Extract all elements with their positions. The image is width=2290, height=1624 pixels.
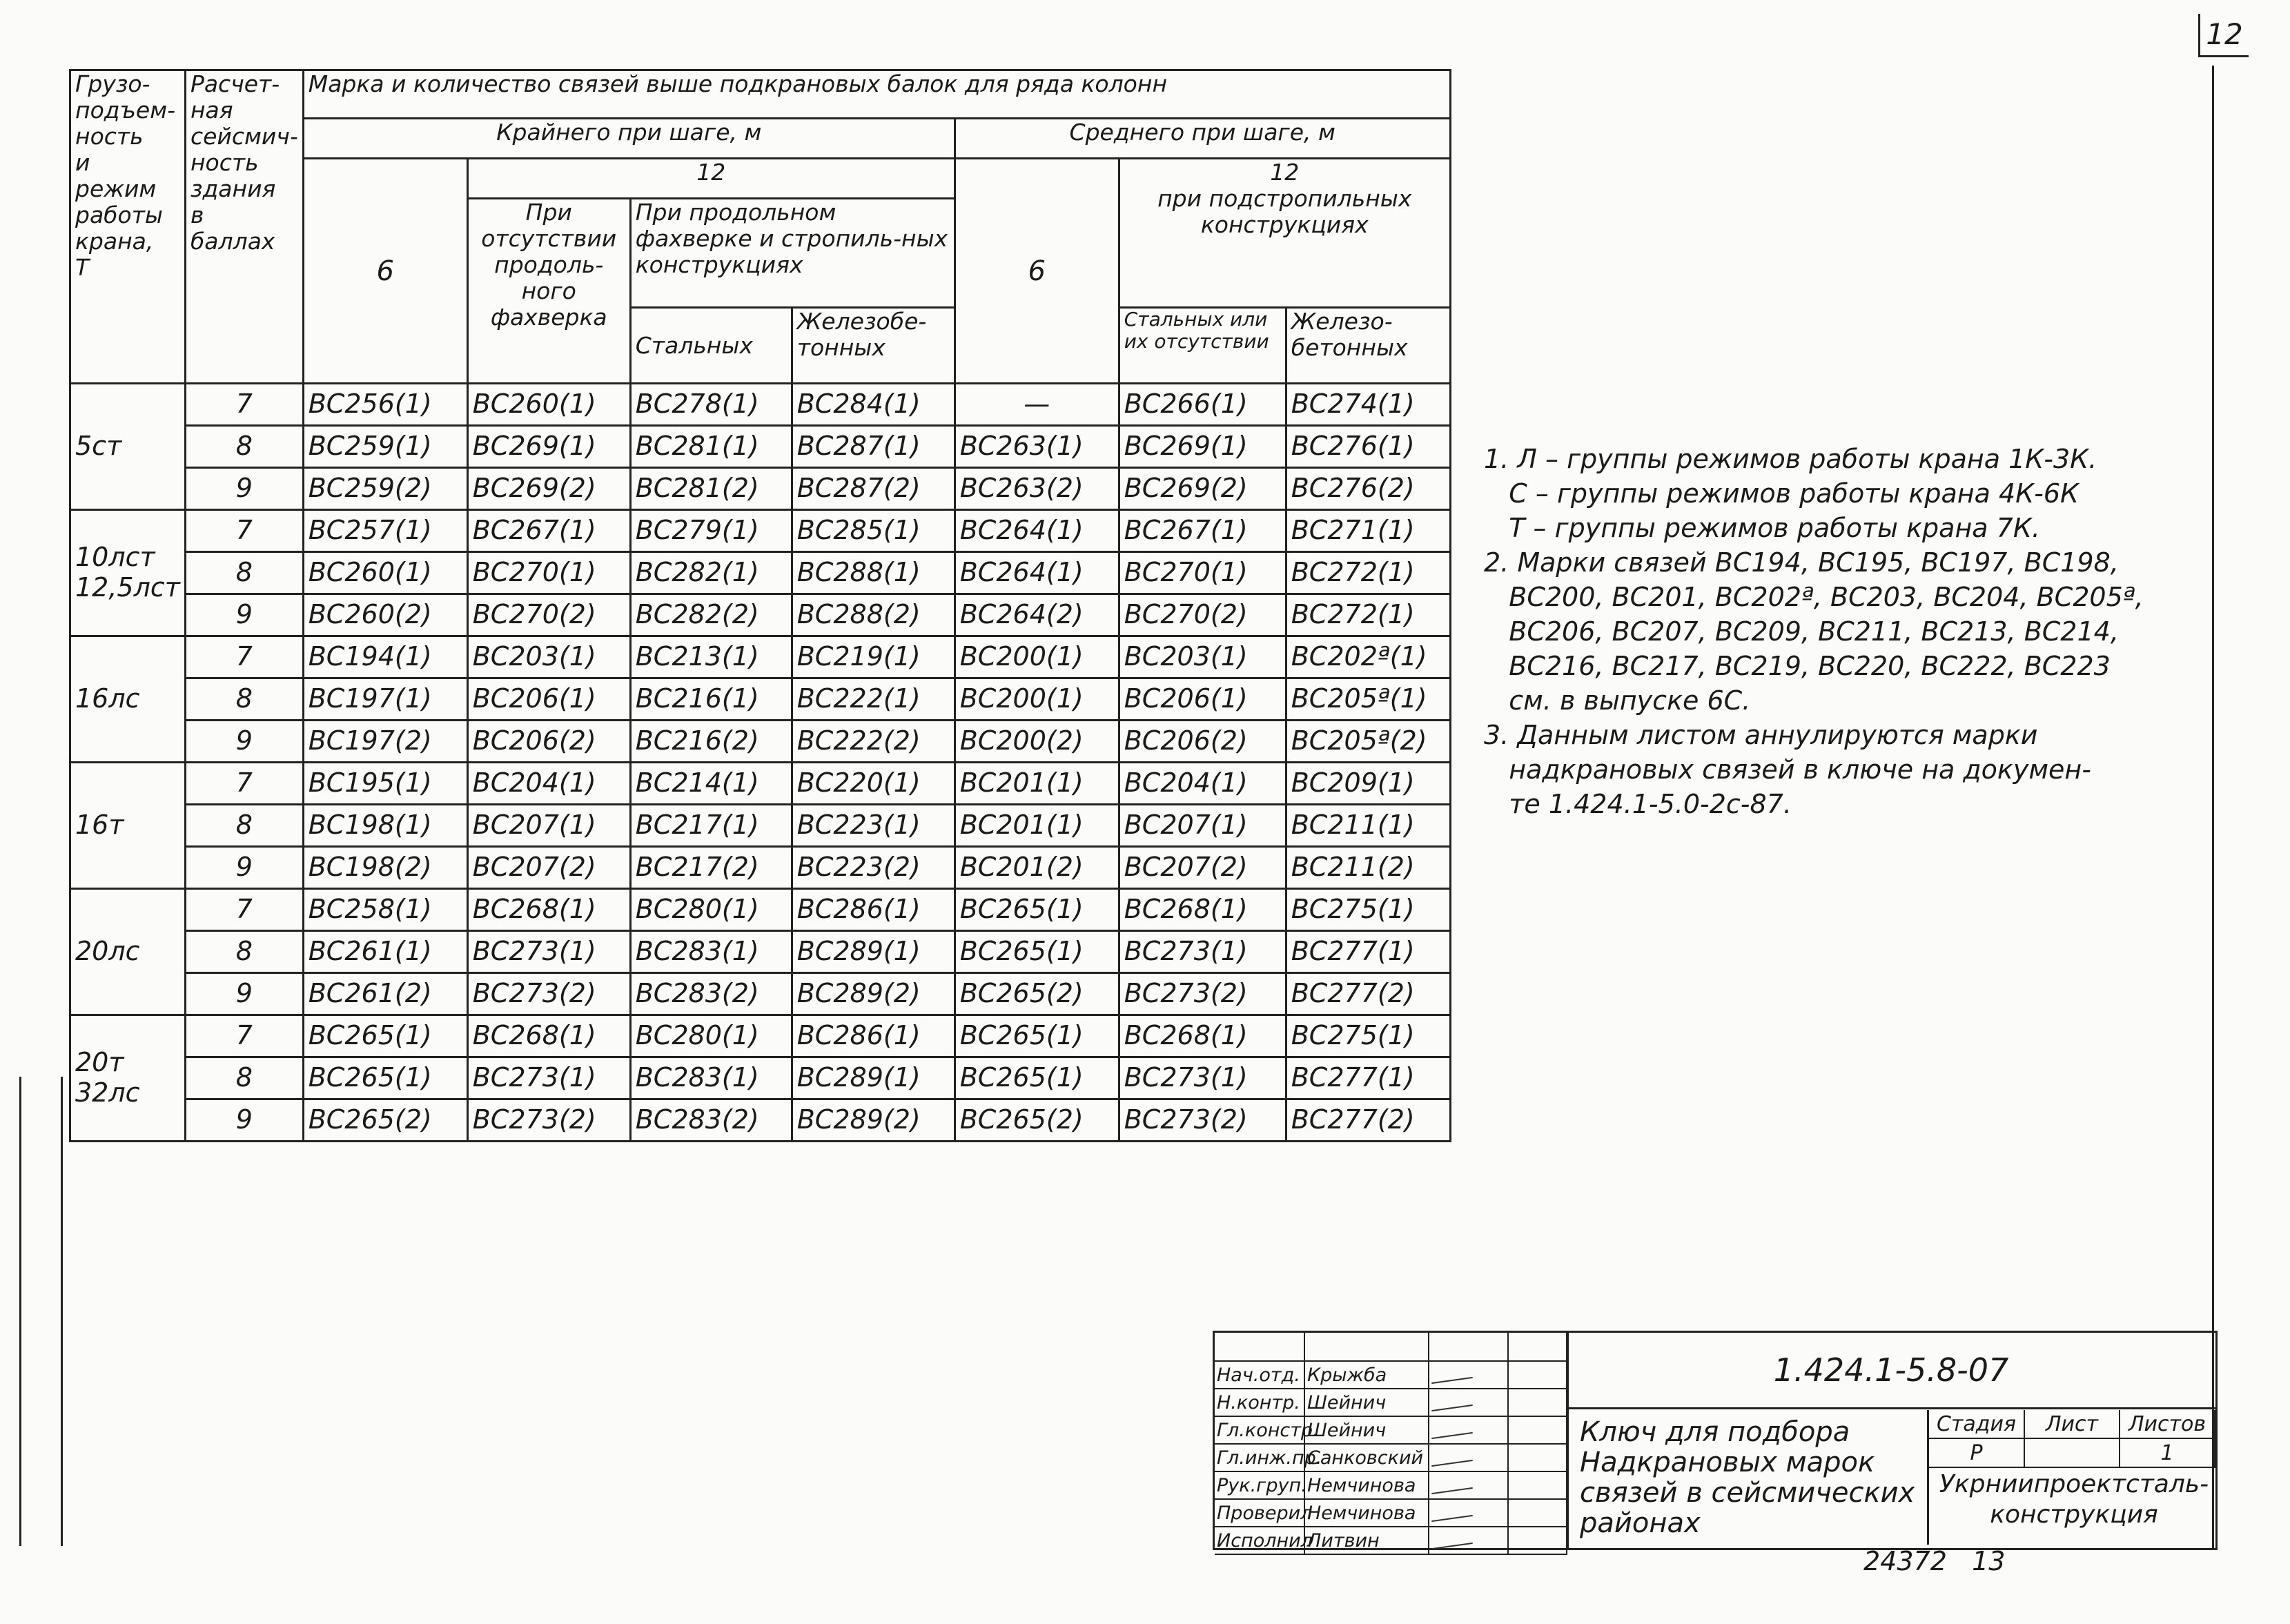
signature-rows [1215, 1333, 1567, 1555]
note-line: ВС206, ВС207, ВС209, ВС211, ВС213, ВС214, [1484, 616, 2119, 647]
brace-mark-cell: ВС275(1) [1286, 1015, 1450, 1057]
header-mid-12-number: 12 [1270, 159, 1300, 186]
brace-mark-cell: ВС197(2) [303, 721, 467, 763]
binding-margin-line [19, 1077, 21, 1546]
brace-mark-cell: ВС256(1) [303, 384, 467, 426]
signature-name: Немчинова [1304, 1499, 1429, 1527]
header-edge-row: Крайнего при шаге, м [303, 119, 955, 159]
seismicity-cell: 9 [185, 973, 303, 1015]
organization: Укрниипроектсталь-конструкция [1939, 1470, 2209, 1529]
signature-mark [1429, 1527, 1508, 1554]
header-load-capacity: Грузо- подъем- ность и режим работы крана, Т [70, 70, 186, 384]
brace-mark-cell: ВС206(1) [1119, 678, 1286, 721]
brace-mark-cell: ВС265(1) [303, 1015, 467, 1057]
seismicity-cell: 7 [185, 889, 303, 931]
brace-mark-cell: ВС213(1) [630, 636, 792, 678]
brace-mark-cell: ВС266(1) [1119, 384, 1286, 426]
handwritten-signature-icon [1431, 1376, 1473, 1383]
brace-mark-cell: ВС207(1) [1119, 805, 1286, 847]
stage-label: Стадия [1929, 1410, 2024, 1438]
brace-mark-cell: ВС263(2) [955, 468, 1119, 510]
brace-mark-cell: ВС279(1) [630, 510, 792, 552]
brace-mark-cell: ВС263(1) [955, 426, 1119, 468]
crane-group-cell: 16лс [70, 636, 186, 763]
brace-mark-cell: ВС271(1) [1286, 510, 1450, 552]
brace-mark-cell: ВС207(2) [1119, 847, 1286, 889]
brace-mark-cell: ВС277(2) [1286, 1099, 1450, 1142]
signature-blank-row [1429, 1333, 1508, 1361]
brace-mark-cell: ВС206(1) [467, 678, 630, 721]
brace-mark-cell: ВС265(1) [955, 1057, 1119, 1099]
brace-mark-cell: ВС269(2) [1119, 468, 1286, 510]
document-code: 1.424.1-5.8-07 [1567, 1333, 2215, 1409]
table-row [70, 384, 1451, 426]
brace-mark-cell: ВС273(2) [1119, 973, 1286, 1015]
brace-mark-cell: ВС259(1) [303, 426, 467, 468]
brace-mark-cell: ВС273(1) [1119, 931, 1286, 973]
header-seismicity: Расчет- ная сейсмич- ность здания в баллах [185, 70, 303, 384]
brace-mark-cell: ВС264(2) [955, 594, 1119, 636]
signature-name: Санковский [1304, 1444, 1429, 1471]
brace-mark-cell: ВС260(2) [303, 594, 467, 636]
signature-role: Нач.отд. [1215, 1361, 1304, 1389]
crane-group-cell: 16т [70, 763, 186, 889]
brace-mark-cell: ВС287(1) [792, 426, 955, 468]
table-row [70, 763, 1451, 805]
brace-mark-cell: ВС204(1) [467, 763, 630, 805]
signature-mark [1429, 1499, 1508, 1527]
header-no-fachwerk: При отсутствии продоль- ного фахверка [467, 199, 630, 384]
header-edge-12: 12 [467, 159, 955, 199]
brace-mark-cell: ВС261(1) [303, 931, 467, 973]
table-row [70, 1015, 1451, 1057]
brace-mark-cell: ВС259(2) [303, 468, 467, 510]
signature-row [1215, 1444, 1567, 1471]
brace-mark-cell: ВС216(2) [630, 721, 792, 763]
header-sub-trusses: при подстропильных конструкциях [1157, 184, 1412, 238]
signature-row [1215, 1361, 1567, 1389]
signature-date [1508, 1444, 1567, 1471]
brace-mark-cell: ВС223(2) [792, 847, 955, 889]
note-line: Т – группы режимов работы крана 7К. [1484, 513, 2040, 543]
brace-mark-cell: ВС283(2) [630, 973, 792, 1015]
seismicity-cell: 8 [185, 931, 303, 973]
brace-mark-cell: ВС219(1) [792, 636, 955, 678]
brace-mark-cell: — [955, 384, 1119, 426]
table-row [70, 721, 1451, 763]
signature-mark [1429, 1471, 1508, 1499]
note-line: 1. Л – группы режимов работы крана 1К-3К. [1484, 444, 2097, 474]
signature-mark [1429, 1444, 1508, 1471]
header-steel: Стальных [630, 308, 792, 384]
brace-mark-cell: ВС216(1) [630, 678, 792, 721]
brace-mark-cell: ВС280(1) [630, 1015, 792, 1057]
brace-mark-cell: ВС282(1) [630, 552, 792, 594]
signature-role: Гл.инж.пр. [1215, 1444, 1304, 1471]
table-row [70, 805, 1451, 847]
seismicity-cell: 9 [185, 1099, 303, 1142]
brace-mark-cell: ВС280(1) [630, 889, 792, 931]
table-row [70, 510, 1451, 552]
brace-mark-cell: ВС273(2) [467, 1099, 630, 1142]
brace-mark-cell: ВС268(1) [467, 1015, 630, 1057]
bracing-selection-table [69, 69, 1451, 1142]
signature-date [1508, 1361, 1567, 1389]
brace-mark-cell: ВС268(1) [1119, 889, 1286, 931]
brace-mark-cell: ВС204(1) [1119, 763, 1286, 805]
crane-group-cell: 5ст [70, 384, 186, 510]
brace-mark-cell: ВС283(2) [630, 1099, 792, 1142]
note-line: ВС216, ВС217, ВС219, ВС220, ВС222, ВС223 [1484, 651, 2111, 681]
header-edge-6: 6 [303, 159, 467, 384]
header-mid-12 [1119, 159, 1450, 308]
brace-mark-cell: ВС265(2) [955, 973, 1119, 1015]
signature-row [1215, 1416, 1567, 1444]
table-row [70, 889, 1451, 931]
seismicity-cell: 8 [185, 552, 303, 594]
brace-mark-cell: ВС217(1) [630, 805, 792, 847]
brace-mark-cell: ВС201(1) [955, 763, 1119, 805]
sheet-title: Ключ для подбора Надкрановых марок связей в сейсмических районах [1570, 1410, 1929, 1545]
brace-mark-cell: ВС265(1) [955, 1015, 1119, 1057]
brace-mark-cell: ВС195(1) [303, 763, 467, 805]
brace-mark-cell: ВС217(2) [630, 847, 792, 889]
brace-mark-cell: ВС211(1) [1286, 805, 1450, 847]
note-line: 3. Данным листом аннулируются марки [1484, 720, 2038, 750]
signature-table [1215, 1333, 1569, 1552]
brace-mark-cell: ВС286(1) [792, 1015, 955, 1057]
brace-mark-cell: ВС285(1) [792, 510, 955, 552]
signature-name: Шейнич [1304, 1389, 1429, 1416]
header-middle-row: Среднего при шаге, м [955, 119, 1450, 159]
brace-mark-cell: ВС258(1) [303, 889, 467, 931]
table-row [70, 931, 1451, 973]
brace-mark-cell: ВС222(2) [792, 721, 955, 763]
brace-mark-cell: ВС265(2) [303, 1099, 467, 1142]
brace-mark-cell: ВС282(2) [630, 594, 792, 636]
brace-mark-cell: ВС274(1) [1286, 384, 1450, 426]
brace-mark-cell: ВС264(1) [955, 552, 1119, 594]
handwritten-signature-icon [1431, 1487, 1473, 1494]
note-line: те 1.424.1-5.0-2с-87. [1484, 789, 1792, 819]
table-row [70, 847, 1451, 889]
signature-blank-row [1215, 1333, 1304, 1361]
brace-mark-cell: ВС270(2) [467, 594, 630, 636]
brace-mark-cell: ВС272(1) [1286, 552, 1450, 594]
brace-mark-cell: ВС265(1) [955, 889, 1119, 931]
brace-mark-cell: ВС288(2) [792, 594, 955, 636]
handwritten-signature-icon [1431, 1404, 1473, 1411]
header-mid-6: 6 [955, 159, 1119, 384]
brace-mark-cell: ВС277(1) [1286, 931, 1450, 973]
table-row [70, 468, 1451, 510]
brace-mark-cell: ВС269(1) [467, 426, 630, 468]
signature-date [1508, 1471, 1567, 1499]
table-row [70, 552, 1451, 594]
brace-mark-cell: ВС260(1) [303, 552, 467, 594]
brace-mark-cell: ВС200(1) [955, 678, 1119, 721]
brace-mark-cell: ВС273(1) [467, 1057, 630, 1099]
brace-mark-cell: ВС207(2) [467, 847, 630, 889]
bottom-number: 24372 13 [1863, 1546, 2006, 1576]
sheet-value [2024, 1438, 2120, 1467]
brace-mark-cell: ВС201(1) [955, 805, 1119, 847]
brace-mark-cell: ВС270(1) [1119, 552, 1286, 594]
header-with-fachwerk: При продольном фахверке и стропиль-ных конструкциях [630, 199, 955, 308]
page-number: 12 [2198, 14, 2249, 57]
brace-mark-cell: ВС203(1) [1119, 636, 1286, 678]
brace-mark-cell: ВС270(2) [1119, 594, 1286, 636]
handwritten-signature-icon [1431, 1431, 1473, 1438]
brace-mark-cell: ВС220(1) [792, 763, 955, 805]
brace-mark-cell: ВС205ª(2) [1286, 721, 1450, 763]
signature-role: Исполнил [1215, 1527, 1304, 1554]
brace-mark-cell: ВС223(1) [792, 805, 955, 847]
brace-mark-cell: ВС287(2) [792, 468, 955, 510]
seismicity-cell: 9 [185, 721, 303, 763]
table-row [70, 594, 1451, 636]
brace-mark-cell: ВС278(1) [630, 384, 792, 426]
brace-mark-cell: ВС286(1) [792, 889, 955, 931]
signature-name: Крыжба [1304, 1361, 1429, 1389]
brace-mark-cell: ВС198(2) [303, 847, 467, 889]
seismicity-cell: 9 [185, 594, 303, 636]
brace-mark-cell: ВС269(2) [467, 468, 630, 510]
table-row [70, 636, 1451, 678]
handwritten-signature-icon [1431, 1542, 1473, 1549]
brace-mark-cell: ВС198(1) [303, 805, 467, 847]
table-row [70, 426, 1451, 468]
signature-row [1215, 1389, 1567, 1416]
brace-mark-cell: ВС281(2) [630, 468, 792, 510]
signature-blank-row [1508, 1333, 1567, 1361]
signature-mark [1429, 1389, 1508, 1416]
brace-mark-cell: ВС206(2) [467, 721, 630, 763]
table-row [70, 1057, 1451, 1099]
sheets-value: 1 [2120, 1438, 2215, 1467]
brace-mark-cell: ВС273(1) [467, 931, 630, 973]
table-body [70, 384, 1451, 1142]
brace-mark-cell: ВС276(1) [1286, 426, 1450, 468]
brace-mark-cell: ВС265(2) [955, 1099, 1119, 1142]
seismicity-cell: 8 [185, 426, 303, 468]
signature-row [1215, 1471, 1567, 1499]
signature-date [1508, 1499, 1567, 1527]
stage-table [1929, 1410, 2215, 1465]
signature-row [1215, 1527, 1567, 1554]
signature-name: Немчинова [1304, 1471, 1429, 1499]
table-row [70, 1099, 1451, 1142]
brace-mark-cell: ВС207(1) [467, 805, 630, 847]
brace-mark-cell: ВС257(1) [303, 510, 467, 552]
sheets-label: Листов [2120, 1410, 2215, 1438]
note-line: см. в выпуске 6С. [1484, 685, 1751, 716]
seismicity-cell: 8 [185, 678, 303, 721]
brace-mark-cell: ВС273(1) [1119, 1057, 1286, 1099]
brace-mark-cell: ВС194(1) [303, 636, 467, 678]
brace-mark-cell: ВС267(1) [467, 510, 630, 552]
table-row [70, 973, 1451, 1015]
header-rc: Железобе-тонных [792, 308, 955, 384]
seismicity-cell: 9 [185, 847, 303, 889]
crane-group-cell: 10лст 12,5лст [70, 510, 186, 636]
brace-mark-cell: ВС201(2) [955, 847, 1119, 889]
brace-mark-cell: ВС222(1) [792, 678, 955, 721]
signature-date [1508, 1389, 1567, 1416]
crane-group-cell: 20лс [70, 889, 186, 1015]
title-block [1213, 1331, 2218, 1550]
signature-mark [1429, 1416, 1508, 1444]
crane-group-cell: 20т 32лс [70, 1015, 186, 1142]
brace-mark-cell: ВС200(2) [955, 721, 1119, 763]
brace-mark-cell: ВС203(1) [467, 636, 630, 678]
brace-mark-cell: ВС276(2) [1286, 468, 1450, 510]
brace-mark-cell: ВС283(1) [630, 1057, 792, 1099]
brace-mark-cell: ВС281(1) [630, 426, 792, 468]
seismicity-cell: 8 [185, 1057, 303, 1099]
signature-date [1508, 1527, 1567, 1554]
brace-mark-cell: ВС265(1) [955, 931, 1119, 973]
brace-mark-cell: ВС261(2) [303, 973, 467, 1015]
binding-margin-line [61, 1077, 63, 1546]
signature-mark [1429, 1361, 1508, 1389]
brace-mark-cell: ВС265(1) [303, 1057, 467, 1099]
note-line: С – группы режимов работы крана 4К-6К [1484, 478, 2079, 509]
header-steel-or-none: Стальных или их отсутствии [1119, 308, 1286, 384]
brace-mark-cell: ВС211(2) [1286, 847, 1450, 889]
signature-role: Рук.груп. [1215, 1471, 1304, 1499]
signature-date [1508, 1416, 1567, 1444]
note-line: ВС200, ВС201, ВС202ª, ВС203, ВС204, ВС205ª, [1484, 582, 2144, 612]
brace-mark-cell: ВС289(1) [792, 1057, 955, 1099]
brace-mark-cell: ВС277(1) [1286, 1057, 1450, 1099]
seismicity-cell: 7 [185, 1015, 303, 1057]
table-row [70, 678, 1451, 721]
note-line: 2. Марки связей ВС194, ВС195, ВС197, ВС198, [1484, 547, 2119, 578]
handwritten-signature-icon [1431, 1459, 1473, 1466]
handwritten-signature-icon [1431, 1514, 1473, 1521]
signature-role: Н.контр. [1215, 1389, 1304, 1416]
brace-mark-cell: ВС277(2) [1286, 973, 1450, 1015]
brace-mark-cell: ВС214(1) [630, 763, 792, 805]
brace-mark-cell: ВС205ª(1) [1286, 678, 1450, 721]
brace-mark-cell: ВС284(1) [792, 384, 955, 426]
seismicity-cell: 9 [185, 468, 303, 510]
seismicity-cell: 7 [185, 510, 303, 552]
seismicity-cell: 7 [185, 384, 303, 426]
note-line: надкрановых связей в ключе на докумен- [1484, 754, 2091, 785]
header-top: Марка и количество связей выше подкрановых балок для ряда колонн [303, 70, 1450, 119]
brace-mark-cell: ВС200(1) [955, 636, 1119, 678]
seismicity-cell: 8 [185, 805, 303, 847]
brace-mark-cell: ВС269(1) [1119, 426, 1286, 468]
brace-mark-cell: ВС270(1) [467, 552, 630, 594]
brace-mark-cell: ВС272(1) [1286, 594, 1450, 636]
stage-value: Р [1929, 1438, 2024, 1467]
brace-mark-cell: ВС289(2) [792, 973, 955, 1015]
seismicity-cell: 7 [185, 763, 303, 805]
seismicity-cell: 7 [185, 636, 303, 678]
brace-mark-cell: ВС264(1) [955, 510, 1119, 552]
brace-mark-cell: ВС260(1) [467, 384, 630, 426]
signature-role: Гл.констр. [1215, 1416, 1304, 1444]
brace-mark-cell: ВС283(1) [630, 931, 792, 973]
brace-mark-cell: ВС268(1) [1119, 1015, 1286, 1057]
brace-mark-cell: ВС267(1) [1119, 510, 1286, 552]
signature-blank-row [1304, 1333, 1429, 1361]
brace-mark-cell: ВС268(1) [467, 889, 630, 931]
signature-name: Литвин [1304, 1527, 1429, 1554]
brace-mark-cell: ВС197(1) [303, 678, 467, 721]
signature-role: Проверил [1215, 1499, 1304, 1527]
brace-mark-cell: ВС202ª(1) [1286, 636, 1450, 678]
brace-mark-cell: ВС209(1) [1286, 763, 1450, 805]
brace-mark-cell: ВС273(2) [1119, 1099, 1286, 1142]
signature-name: Шейнич [1304, 1416, 1429, 1444]
brace-mark-cell: ВС288(1) [792, 552, 955, 594]
brace-mark-cell: ВС206(2) [1119, 721, 1286, 763]
header-rc2: Железо-бетонных [1286, 308, 1450, 384]
sheet-label: Лист [2024, 1410, 2120, 1438]
signature-row [1215, 1499, 1567, 1527]
notes [1484, 442, 2215, 821]
brace-mark-cell: ВС273(2) [467, 973, 630, 1015]
brace-mark-cell: ВС275(1) [1286, 889, 1450, 931]
brace-mark-cell: ВС289(2) [792, 1099, 955, 1142]
brace-mark-cell: ВС289(1) [792, 931, 955, 973]
